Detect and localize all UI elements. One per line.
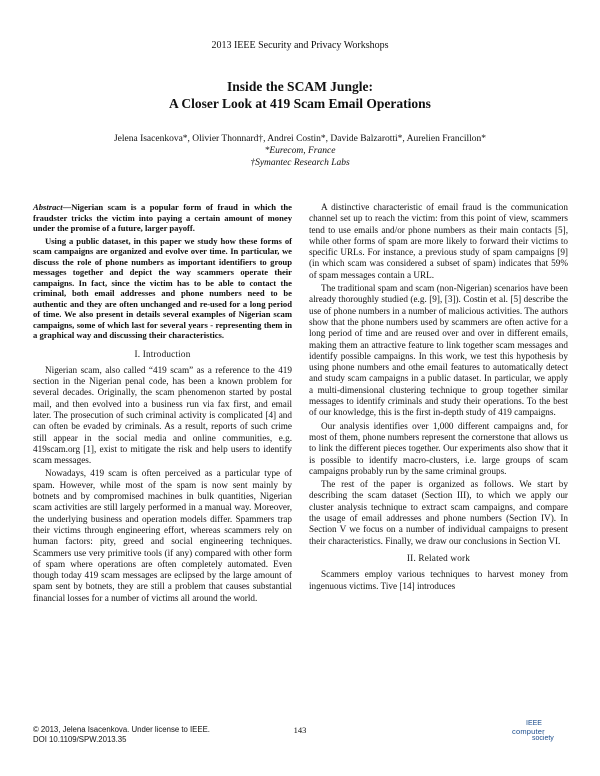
abstract-paragraph-1 (33, 202, 292, 234)
intro-paragraph-2: Nowadays, 419 scam is often perceived as a particular type of spam. However, while most of the spam is now sent mainly by botnets and by compromised machines in bulk quantities, Nigerian scam activities are still largely performed in a manual way. Moreover, the underlying business and operation models differ. Spammers trap their victims through engineering effort, whereas scammers rely on human factors: pity, greed and social engineering techniques. Scammers use very primitive tools (if any) compared with other form of spam where operations are often completely automated. Even though today 419 scam messages are eclipsed by the large amount of spam sent by botnets, they are still a problem that causes substantial financial losses for a number of victims all around the world. (33, 468, 292, 603)
page-number: 143 (293, 725, 307, 735)
logo-computer-text: computer (512, 727, 545, 736)
logo-society-text: society (532, 735, 554, 742)
affiliation-eurecom: *Eurecom, France (264, 146, 336, 156)
body-paragraph-3: Our analysis identifies over 1,000 different campaigns and, for most of them, phone numbers represent the cornerstone that allows us to link the different pieces together. Our experiments also show that it is possible to identify macro-clusters, i.e. large groups of scam campaigns probably run by the same criminal groups. (309, 420, 568, 476)
author-list: Jelena Isacenkova*, Olivier Thonnard†, Andrei Costin*, Davide Balzarotti*, Aurelien Francillon* (113, 134, 487, 144)
abstract-label: Abstract (33, 202, 63, 212)
footer-doi: DOI 10.1109/SPW.2013.35 (33, 735, 127, 744)
intro-paragraph-1: Nigerian scam, also called “419 scam” as a reference to the 419 section in the Nigerian penal code, has been a known problem for several decades. Originally, the scam phenomenon started by postal mail, and then evolved into a business run via fax first, and email later. The prosecution of such criminal activity is complicated [4] and can often be evaded by criminals. As a result, reports of such crime still appear in the social media and online communities, e.g. 419scam.org [1], exist to mitigate the risk and help users to identify scam messages. (33, 364, 292, 466)
affiliation-symantec: †Symantec Research Labs (250, 158, 350, 168)
title-line-2: A Closer Look at 419 Scam Email Operations (169, 96, 431, 111)
ieee-computer-society-logo (512, 720, 572, 744)
body-paragraph-2: The traditional spam and scam (non-Nigerian) scenarios have been already thoroughly studied (e.g. [9], [3]). Costin et al. [5] describe the use of phone numbers in a number of malicious activities. The authors show that the phone numbers used by scammers are often active for a long period of time and are reused over and over in different emails, making them an attractive feature to link together scam messages and identify possible campaigns. In this work, we test this hypothesis by using phone numbers and othe email features to automatically detect and study scam campaigns in a public dataset. In particular, we apply a multi-dimensional clustering technique to group together similar messages to identify criminals and study their operations. To the best of our knowledge, this is the first in-depth study of 419 campaigns. (309, 283, 568, 418)
footer-copyright: © 2013, Jelena Isacenkova. Under license to IEEE. (33, 725, 210, 734)
body-paragraph-5: Scammers employ various techniques to harvest money from ingenuous victims. Tive [14] introduces (309, 569, 568, 591)
abstract-text-1: —Nigerian scam is a popular form of fraud in which the fraudster tricks the victim into paying a certain amount of money under the promise of a future, larger payoff. (33, 202, 292, 233)
body-paragraph-4: The rest of the paper is organized as follows. We start by describing the scam dataset (Section III), to which we apply our cluster analysis technique to extract scam campaigns, and compare the usage of email addresses and phone numbers (Section IV). In Section V we focus on a number of individual campaigns to present their characteristics. Finally, we draw our conclusions in Section VI. (309, 479, 568, 546)
left-column (33, 202, 292, 606)
paper-title (0, 78, 600, 112)
logo-ieee-text: IEEE (526, 720, 542, 727)
abstract-paragraph-2: Using a public dataset, in this paper we study how these forms of scam campaigns are organized and evolve over time. In particular, we discuss the role of phone numbers as important identifiers to group messages together and depict the way scammers operate their campaigns. In fact, since the victim has to be able to contact the criminal, both email addresses and phone numbers need to be authentic and they are often unchanged and re-used for a long period of time. We also present in details several examples of Nigerian scam campaigns, some of which last for several years - representing them in a graphical way and discussing their characteristics. (33, 235, 292, 340)
section-heading-introduction: I. Introduction (134, 348, 191, 359)
title-line-1: Inside the SCAM Jungle: (227, 79, 373, 94)
section-heading-related-work: II. Related work (406, 552, 471, 563)
author-block (0, 133, 600, 169)
body-paragraph-1: A distinctive characteristic of email fraud is the communication channel set up to reach the victim: from this point of view, scammers tend to use emails and/or phone numbers as their main contacts [5], while other forms of spam are more likely to forward their victims to specific URLs. For instance, a previous study of spam campaigns [9] (in which scam was considered a subset of spam) indicates that 59% of spam messages contain a URL. (309, 202, 568, 280)
right-column (309, 202, 568, 594)
venue-header: 2013 IEEE Security and Privacy Workshops (211, 40, 389, 51)
